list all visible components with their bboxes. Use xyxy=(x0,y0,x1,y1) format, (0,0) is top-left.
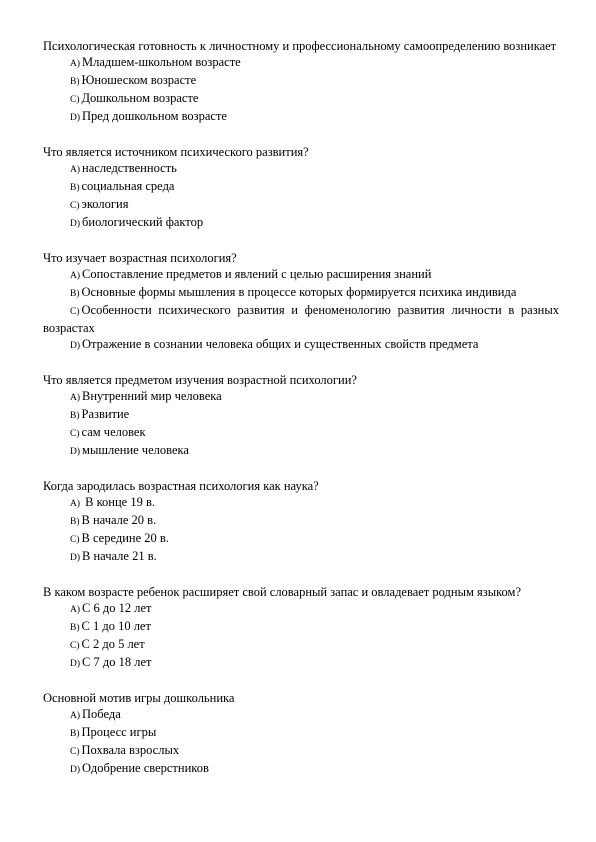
option-a xyxy=(43,600,559,618)
option-text: Пред дошкольном возрасте xyxy=(82,109,227,123)
option-a xyxy=(43,266,559,284)
option-letter: C) xyxy=(70,95,80,105)
option-text: В начале 20 в. xyxy=(81,513,157,527)
option-text: С 2 до 5 лет xyxy=(81,637,145,651)
option-letter: B) xyxy=(70,77,80,87)
option-letter: A) xyxy=(70,393,81,403)
option-letter: C) xyxy=(70,201,80,211)
option-b xyxy=(43,284,559,302)
option-text: Похвала взрослых xyxy=(81,743,180,757)
option-text: Основные формы мышления в процессе которых формируется психика индивида xyxy=(81,285,517,299)
option-d xyxy=(43,336,559,354)
option-text: Особенности психического развития и феноменологию развития личности в разных возрастах xyxy=(43,303,559,335)
option-a xyxy=(43,706,559,724)
option-text: С 7 до 18 лет xyxy=(82,655,152,669)
option-letter: D) xyxy=(70,659,81,669)
option-b xyxy=(43,512,559,530)
option-letter: B) xyxy=(70,729,80,739)
option-d xyxy=(43,548,559,566)
option-c xyxy=(43,530,559,548)
question-5 xyxy=(43,478,559,566)
option-letter: A) xyxy=(70,271,81,281)
option-letter: D) xyxy=(70,113,81,123)
option-letter: A) xyxy=(70,605,81,615)
option-text: наследственность xyxy=(82,161,177,175)
option-text: Развитие xyxy=(81,407,130,421)
option-text: биологический фактор xyxy=(82,215,204,229)
option-d xyxy=(43,214,559,232)
option-a xyxy=(43,388,559,406)
question-2 xyxy=(43,144,559,232)
option-letter: B) xyxy=(70,623,80,633)
option-letter: B) xyxy=(70,411,80,421)
option-letter: D) xyxy=(70,553,81,563)
option-text: Внутренний мир человека xyxy=(82,389,222,403)
option-c xyxy=(43,302,559,336)
option-text: В конце 19 в. xyxy=(82,495,156,509)
option-text: Юношеском возрасте xyxy=(81,73,197,87)
option-text: Отражение в сознании человека общих и существенных свойств предмета xyxy=(82,337,479,351)
option-letter: A) xyxy=(70,59,81,69)
option-b xyxy=(43,178,559,196)
option-a xyxy=(43,494,559,512)
question-6 xyxy=(43,584,559,672)
question-1 xyxy=(43,38,559,126)
option-letter: C) xyxy=(70,429,80,439)
option-letter: A) xyxy=(70,711,81,721)
option-letter: C) xyxy=(70,307,80,317)
option-letter: D) xyxy=(70,219,81,229)
option-text: Одобрение сверстников xyxy=(82,761,209,775)
question-text: Основной мотив игры дошкольника xyxy=(43,691,235,705)
option-letter: D) xyxy=(70,341,81,351)
option-text: сам человек xyxy=(81,425,146,439)
option-letter: A) xyxy=(70,499,81,509)
question-text: Что является предметом изучения возрастной психологии? xyxy=(43,373,357,387)
option-c xyxy=(43,90,559,108)
option-text: Дошкольном возрасте xyxy=(81,91,199,105)
document-page xyxy=(43,38,559,796)
option-letter: D) xyxy=(70,765,81,775)
question-text: Что изучает возрастная психология? xyxy=(43,251,237,265)
question-text: Психологическая готовность к личностному и профессиональному самоопределению возникает xyxy=(43,39,557,53)
option-text: мышление человека xyxy=(82,443,189,457)
question-7 xyxy=(43,690,559,778)
option-letter: B) xyxy=(70,289,80,299)
option-c xyxy=(43,196,559,214)
option-text: С 1 до 10 лет xyxy=(81,619,151,633)
option-d xyxy=(43,108,559,126)
option-text: Победа xyxy=(82,707,121,721)
question-text: Что является источником психического развития? xyxy=(43,145,309,159)
option-c xyxy=(43,742,559,760)
option-text: Процесс игры xyxy=(81,725,157,739)
option-letter: C) xyxy=(70,535,80,545)
option-letter: A) xyxy=(70,165,81,175)
option-text: экология xyxy=(81,197,129,211)
option-d xyxy=(43,760,559,778)
option-b xyxy=(43,72,559,90)
question-text: В каком возрасте ребенок расширяет свой словарный запас и овладевает родным языком? xyxy=(43,585,522,599)
option-text: Сопоставление предметов и явлений с целью расширения знаний xyxy=(82,267,432,281)
option-text: В начале 21 в. xyxy=(82,549,157,563)
option-letter: C) xyxy=(70,747,80,757)
option-b xyxy=(43,406,559,424)
question-4 xyxy=(43,372,559,460)
option-letter: B) xyxy=(70,183,80,193)
option-c xyxy=(43,424,559,442)
option-letter: D) xyxy=(70,447,81,457)
option-d xyxy=(43,442,559,460)
option-text: Младшем-школьном возрасте xyxy=(82,55,241,69)
option-a xyxy=(43,160,559,178)
option-c xyxy=(43,636,559,654)
question-3 xyxy=(43,250,559,354)
option-b xyxy=(43,724,559,742)
option-d xyxy=(43,654,559,672)
question-text: Когда зародилась возрастная психология как наука? xyxy=(43,479,319,493)
option-text: В середине 20 в. xyxy=(81,531,169,545)
option-letter: B) xyxy=(70,517,80,527)
option-text: социальная среда xyxy=(81,179,175,193)
option-a xyxy=(43,54,559,72)
option-text: С 6 до 12 лет xyxy=(82,601,152,615)
option-letter: C) xyxy=(70,641,80,651)
option-b xyxy=(43,618,559,636)
